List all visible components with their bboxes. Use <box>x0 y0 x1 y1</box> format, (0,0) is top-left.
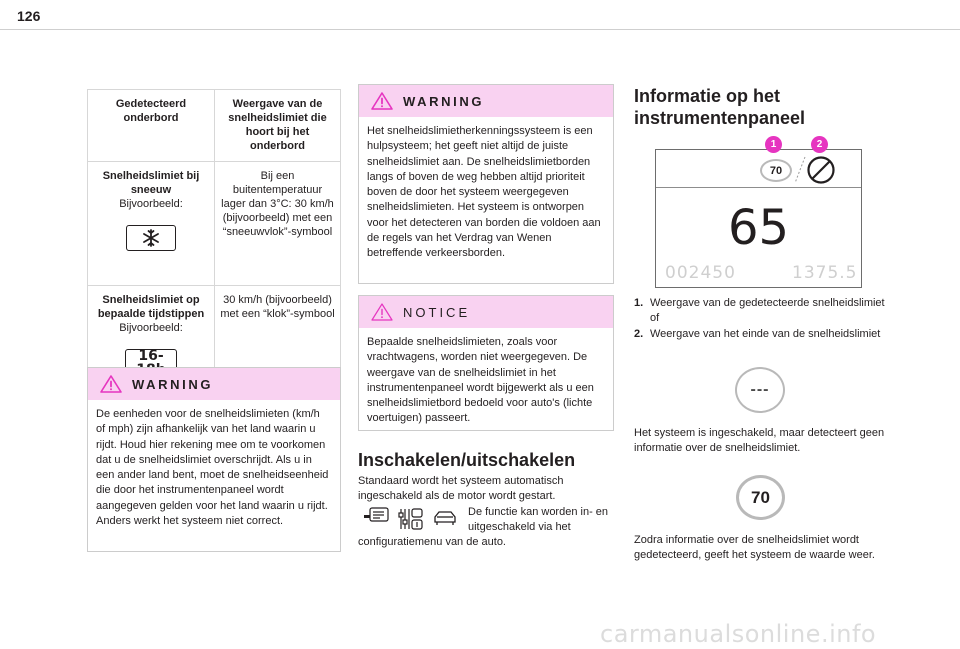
row-title: Snelheidslimiet op bepaalde tijdstippen <box>97 294 205 320</box>
time-panel-icon: 16- <box>125 349 177 377</box>
warning-header <box>359 85 613 117</box>
warning-box-units <box>87 367 341 552</box>
section-heading-switch: Inschakelen/uitschakelen <box>358 450 576 470</box>
no-info-sign: --- <box>735 367 785 413</box>
value-para: Zodra informatie over de snelheidslimiet wordt gedetecteerd, geeft het systeem de waarde weer. <box>634 534 875 562</box>
notice-triangle-icon <box>370 302 394 322</box>
warning-triangle-icon <box>370 91 394 111</box>
table-header-left: Gedetecteerd onderbord <box>88 90 215 162</box>
table-cell: 30 km/h (bijvoorbeeld) met een “klok”-symbool <box>215 286 341 386</box>
list-num: 2. <box>634 328 644 340</box>
warning-box-system <box>358 84 614 284</box>
switch-para-1: Standaard wordt het systeem automatisch ingeschakeld als de motor wordt gestart. <box>358 475 564 503</box>
menu-icons <box>364 505 464 531</box>
speed-readout: 65 <box>727 200 790 256</box>
limit-70-sign: 70 <box>736 475 785 520</box>
marker-1: 1 <box>765 136 782 153</box>
switch-para-3: configuratiemenu van de auto. <box>358 536 506 548</box>
list-item <box>634 327 896 342</box>
legend-list <box>634 296 896 344</box>
warning-title: WARNING <box>403 94 485 109</box>
snowflake-icon <box>126 225 176 251</box>
end-of-limit-icon <box>805 154 837 186</box>
car-icon <box>435 512 455 525</box>
car-settings-icon <box>399 509 422 529</box>
warning-text: Het snelheidslimietherkenningssysteem is een hulpsysteem; het geeft niet altijd de juiste snelheidslimiet aan. De snelheidslimietborden langs of boven de weg hebben altijd prioriteit boven de door het systeem weergegeven snelheidslimieten. Het systeem is ontworpen voor het detecteren van borden die voldoen aan de regels van het Verdrag van Wenen betreffende verkeersborden. <box>367 125 601 260</box>
list-num: 1. <box>634 297 644 309</box>
speed-limit-sign: 70 <box>760 159 792 182</box>
list-text: Weergave van het einde van de snelheidslimiet <box>650 328 881 340</box>
warning-text: De eenheden voor de snelheidslimieten (km/h of mph) zijn afhankelijk van het land waarin u rijdt. Houd hier rekening mee om te voorkomen dat u de snelheidslimiet overschrijdt. Als u in een ander land bent, moet de snelheidseenheid die door het instrumentenpaneel wordt aangegeven gelden voor het land waarin u rijdt. Anders werkt het systeem niet correct. <box>96 408 329 528</box>
row-example: Bijvoorbeeld: <box>119 198 183 210</box>
notice-header <box>359 296 613 328</box>
row-example: Bijvoorbeeld: <box>119 322 183 334</box>
warning-triangle-icon <box>99 374 123 394</box>
warning-title: WARNING <box>132 377 214 392</box>
table-header-right: Weergave van de snelheidslimiet die hoort bij het onderbord <box>215 90 341 162</box>
switch-para-2: De functie kan worden in- en uitgeschakeld via het <box>468 506 609 534</box>
page-number: 126 <box>17 8 41 24</box>
cluster-divider <box>656 187 861 188</box>
warning-header <box>88 368 340 400</box>
watermark: carmanualsonline.info <box>600 620 877 648</box>
notice-text: Bepaalde snelheidslimieten, zoals voor vrachtwagens, worden niet weergegeven. De weergave van de snelheidslimiet in het instrumentenpaneel wordt bijgewerkt als u een snelheidslimietbord bedoeld voor auto's (lichte voertuigen) passeert. <box>367 336 594 425</box>
marker-2: 2 <box>811 136 828 153</box>
table-cell: Bij een buitentemperatuur lager dan 3°C: 30 km/h (bijvoorbeeld) met een “sneeuwvlok”-symbool <box>215 162 341 286</box>
screen-icon <box>364 508 388 521</box>
notice-title: NOTICE <box>403 305 471 320</box>
sign-table <box>87 89 341 386</box>
odometer: 002450 <box>665 263 736 283</box>
config-menu-icons <box>364 505 464 531</box>
section-heading-info: Informatie op het instrumentenpaneel <box>634 86 806 128</box>
list-text: Weergave van de gedetecteerde snelheidslimiet of <box>650 297 885 324</box>
instrument-cluster-illustration <box>655 149 862 288</box>
table-cell <box>88 162 215 286</box>
row-title: Snelheidslimiet bij sneeuw <box>102 170 200 196</box>
table-row <box>88 162 341 286</box>
list-item <box>634 296 896 325</box>
no-info-para: Het systeem is ingeschakeld, maar detecteert geen informatie over de snelheidslimiet. <box>634 427 885 455</box>
notice-box <box>358 295 614 431</box>
trip-meter: 1375.5 <box>792 263 858 283</box>
table-header-row <box>88 90 341 162</box>
top-divider <box>0 29 960 30</box>
